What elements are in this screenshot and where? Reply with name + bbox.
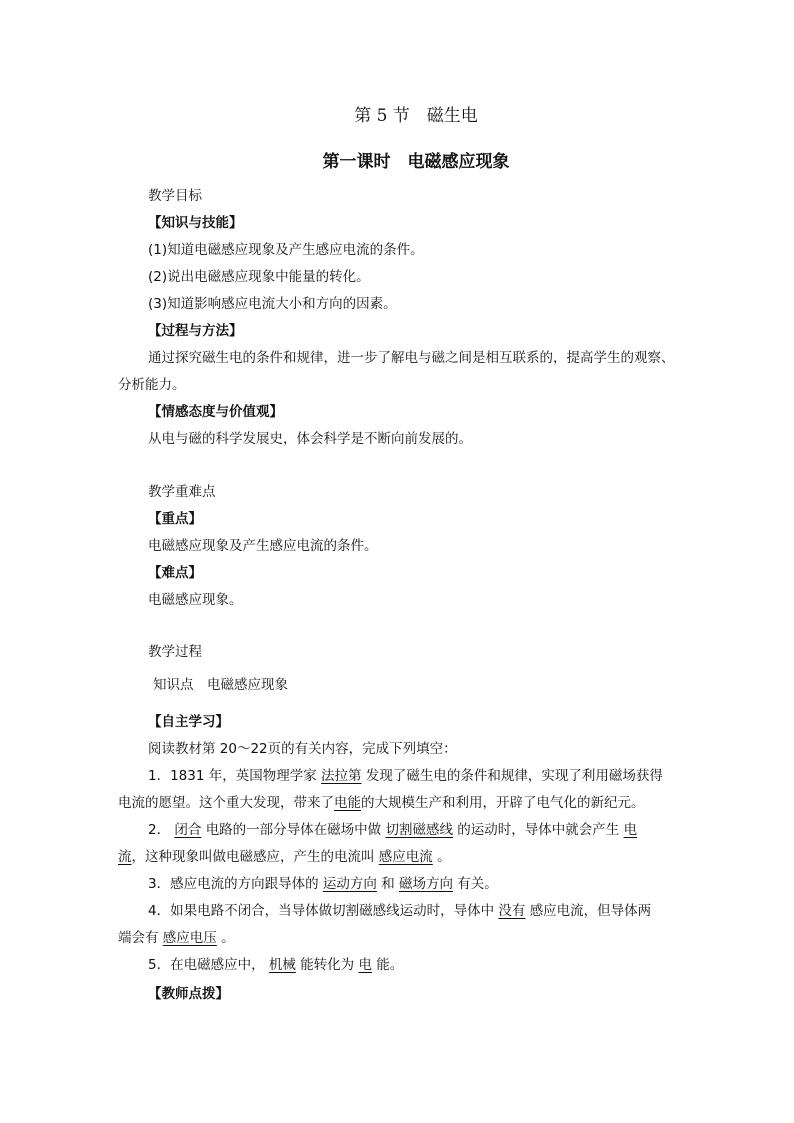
process-methods-text: 通过探究磁生电的条件和规律，进一步了解电与磁之间是相互联系的，提高学生的观察、 <box>148 350 675 366</box>
key-point-text: 电磁感应现象及产生感应电流的条件。 <box>148 538 378 554</box>
difficult-point-text: 电磁感应现象。 <box>148 592 243 608</box>
question-2-cont: 流，这种现象叫做电磁感应，产生的电流叫 感应电流 。 <box>118 849 451 865</box>
knowledge-item: (3)知道影响感应电流大小和方向的因素。 <box>148 296 397 312</box>
question-4-cont: 端会有 感应电压 。 <box>118 930 235 946</box>
answer-blank: 机械 <box>268 957 296 973</box>
answer-blank: 感应电压 <box>162 930 217 946</box>
teacher-guidance-heading: 【教师点拨】 <box>148 986 229 1002</box>
knowledge-item: (1)知道电磁感应现象及产生感应电流的条件。 <box>148 242 424 258</box>
key-difficult-heading: 教学重难点 <box>148 484 216 500</box>
difficult-point-heading: 【难点】 <box>148 565 202 581</box>
lesson-subtitle: 第一课时 电磁感应现象 <box>322 152 510 172</box>
knowledge-point-topic: 知识点 电磁感应现象 <box>153 677 288 693</box>
answer-blank: 电 <box>358 957 372 973</box>
answer-blank: 电 <box>623 822 638 838</box>
question-1: 1．1831 年，英国物理学家 法拉第 发现了磁生电的条件和规律，实现了利用磁场获得 <box>148 768 663 784</box>
process-methods-heading: 【过程与方法】 <box>148 323 243 339</box>
answer-blank: 流 <box>118 849 132 865</box>
answer-blank: 磁场方向 <box>398 876 453 892</box>
answer-blank: 感应电流 <box>378 849 433 865</box>
answer-blank: 法拉第 <box>321 768 362 784</box>
question-3: 3．感应电流的方向跟导体的 运动方向 和 磁场方向 有关。 <box>148 876 498 892</box>
teaching-goals-heading: 教学目标 <box>148 188 202 204</box>
question-2: 2． 闭合 电路的一部分导体在磁场中做 切割磁感线 的运动时，导体中就会产生 电 <box>148 822 638 838</box>
emotion-values-heading: 【情感态度与价值观】 <box>148 404 283 420</box>
reading-instruction: 阅读教材第 20～22页的有关内容，完成下列填空： <box>148 741 457 757</box>
knowledge-item: (2)说出电磁感应现象中能量的转化。 <box>148 269 370 285</box>
answer-blank: 电能 <box>334 795 361 811</box>
section-title: 第 5 节 磁生电 <box>354 106 478 126</box>
emotion-values-text: 从电与磁的科学发展史，体会科学是不断向前发展的。 <box>148 431 472 447</box>
teaching-process-heading: 教学过程 <box>148 644 202 660</box>
process-methods-text-cont: 分析能力。 <box>118 377 186 393</box>
key-point-heading: 【重点】 <box>148 511 202 527</box>
knowledge-skills-heading: 【知识与技能】 <box>148 215 243 231</box>
answer-blank: 闭合 <box>174 822 202 838</box>
question-4: 4．如果电路不闭合，当导体做切割磁感线运动时，导体中 没有 感应电流，但导体两 <box>148 903 652 919</box>
answer-blank: 没有 <box>498 903 526 919</box>
question-1-cont: 电流的愿望。这个重大发现，带来了电能的大规模生产和利用，开辟了电气化的新纪元。 <box>118 795 645 811</box>
answer-blank: 切割磁感线 <box>385 822 453 838</box>
self-study-heading: 【自主学习】 <box>148 714 229 730</box>
answer-blank: 运动方向 <box>322 876 377 892</box>
question-5: 5．在电磁感应中， 机械 能转化为 电 能。 <box>148 957 404 973</box>
